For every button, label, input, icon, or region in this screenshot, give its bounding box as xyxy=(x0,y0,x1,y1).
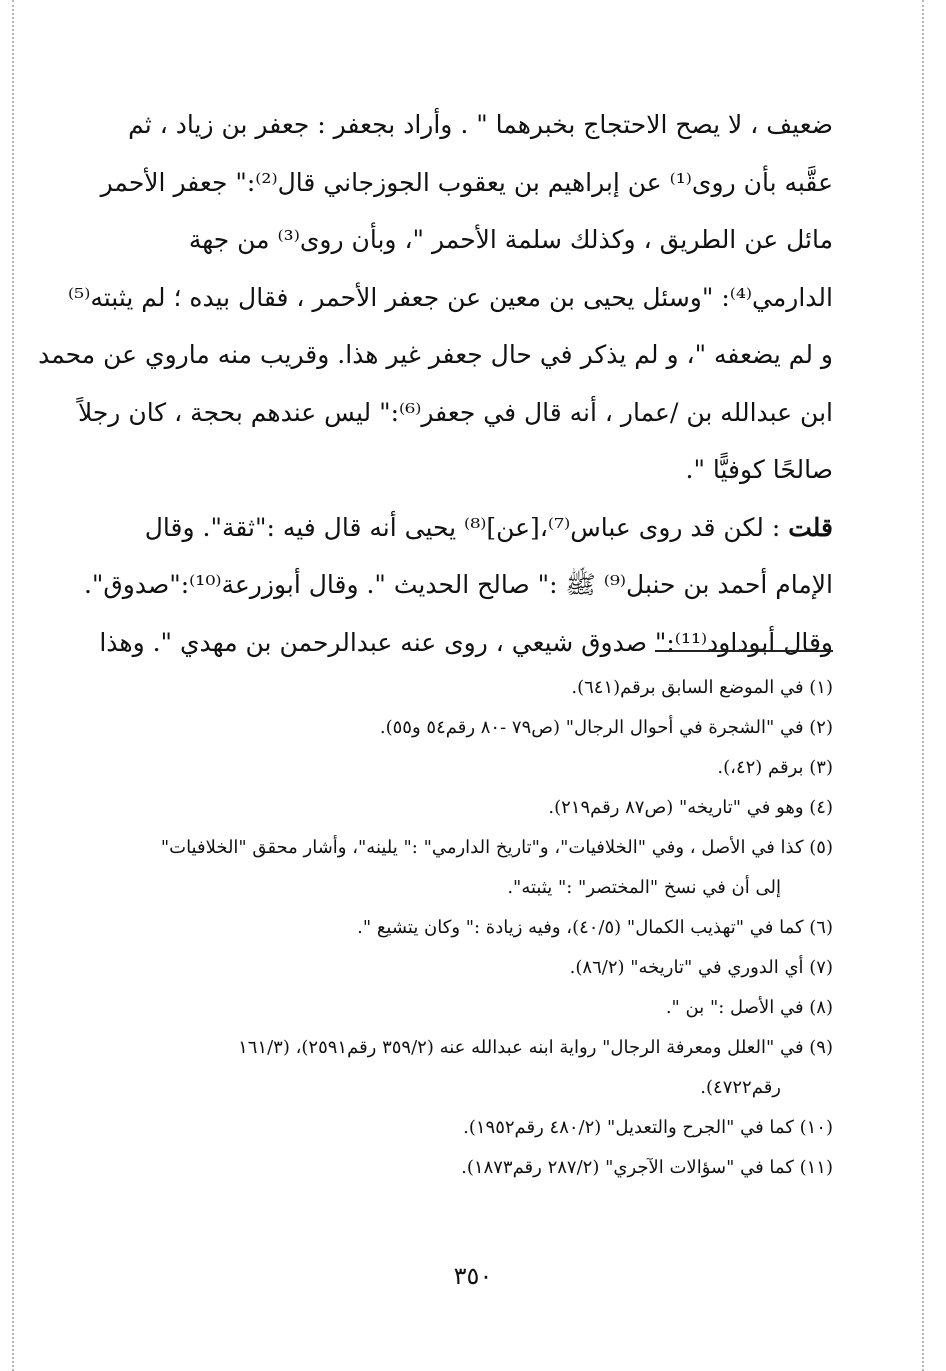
footnote-2: (٢) في "الشجرة في أحوال الرجال" (ص٧٩ -٨٠ رقم٥٤ و٥٥). xyxy=(379,717,833,738)
text-line-7: صالحًا كوفيًّا ". xyxy=(685,455,833,484)
footnote-9-continuation: رقم٤٧٢٢). xyxy=(700,1077,781,1098)
footnote-3: (٣) برقم (٤٢،). xyxy=(717,757,833,778)
footnote-1: (١) في الموضع السابق برقم(٦٤١). xyxy=(571,677,833,698)
footnotes xyxy=(90,668,833,1188)
text-line-9: الإمام أحمد بن حنبل⁽⁹⁾ ﷺ :" صالح الحديث ". وقال أبوزرعة⁽¹⁰⁾:"صدوق". xyxy=(83,570,833,599)
footnote-9: (٩) في "العلل ومعرفة الرجال" رواية ابنه عبدالله عنه (٣٥٩/٢ رقم٢٥٩١)، (١٦١/٣ xyxy=(238,1037,833,1058)
qult-label: قلت xyxy=(788,512,833,542)
text-line-10: وقال أبوداود⁽¹¹⁾:" صدوق شيعي ، روى عنه عبدالرحمن بن مهدي ". وهذا xyxy=(99,627,833,657)
text-line-8-content: لكن قد روى عباس⁽⁷⁾،[عن]⁽⁸⁾ يحيى أنه قال فيه :"ثقة". وقال xyxy=(144,512,764,542)
qult-separator: : xyxy=(763,512,789,542)
footnote-10: (١٠) كما في "الجرح والتعديل" (٤٨٠/٢ رقم١٩٥٢). xyxy=(463,1117,833,1138)
footnote-8: (٨) في الأصل :" بن ". xyxy=(665,997,833,1018)
footnote-4: (٤) وهو في "تاريخه" (ص٨٧ رقم٢١٩). xyxy=(548,797,833,818)
footnote-separator xyxy=(655,650,833,652)
right-margin-dotted-line xyxy=(922,0,924,1371)
page-number: ٣٥٠ xyxy=(453,1262,493,1290)
text-line-6: ابن عبدالله بن /عمار ، أنه قال في جعفر⁽⁶⁾:" ليس عندهم بحجة ، كان رجلاً xyxy=(77,397,833,427)
text-line-2: عقَّبه بأن روى⁽¹⁾ عن إبراهيم بن يعقوب الجوزجاني قال⁽²⁾:" جعفر الأحمر xyxy=(100,167,833,197)
text-line-4: الدارمي⁽⁴⁾: "وسئل يحيى بن معين عن جعفر الأحمر ، فقال بيده ؛ لم يثبته⁽⁵⁾ xyxy=(68,282,833,312)
text-line-5: و لم يضعفه "، و لم يذكر في حال جعفر غير هذا. وقريب منه ماروي عن محمد xyxy=(38,340,833,369)
footnote-5-continuation: إلى أن في نسخ "المختصر" :" يثبته". xyxy=(507,877,781,898)
footnote-6: (٦) كما في "تهذيب الكمال" (٤٠/٥)، وفيه زيادة :" وكان يتشيع ". xyxy=(357,917,833,938)
text-line-1: ضعيف ، لا يصح الاحتجاج بخبرهما " . وأراد بجعفر : جعفر بن زياد ، ثم xyxy=(128,110,833,139)
text-line-8 xyxy=(100,499,833,557)
main-text xyxy=(38,96,833,671)
text-line-3: مائل عن الطريق ، وكذلك سلمة الأحمر "، وبأن روى⁽³⁾ من جهة xyxy=(188,225,833,254)
left-margin-dotted-line xyxy=(12,0,14,1371)
footnote-5: (٥) كذا في الأصل ، وفي "الخلافيات"، و"تاريخ الدارمي" :" يلينه"، وأشار محقق "الخلافيات" xyxy=(160,837,833,858)
footnote-11: (١١) كما في "سؤالات الآجري" (٢٨٧/٢ رقم١٨٧٣). xyxy=(461,1157,833,1178)
footnote-7: (٧) أي الدوري في "تاريخه" (٨٦/٢). xyxy=(569,957,833,978)
